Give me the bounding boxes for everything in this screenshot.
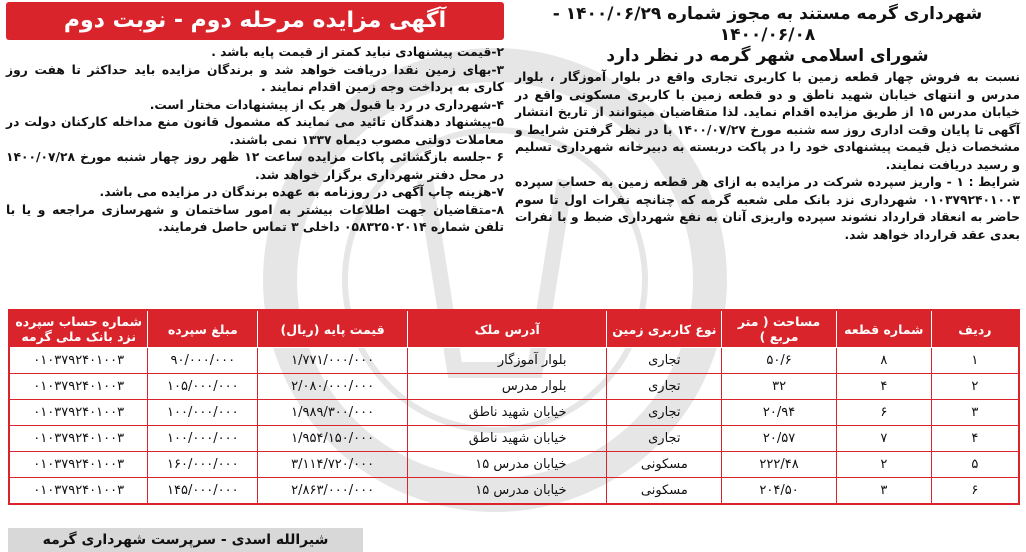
cell-address: بلوار آموزگار [407, 348, 607, 374]
cell-base-price: ۱/۹۸۹/۳۰۰/۰۰۰ [258, 400, 408, 426]
notice-condition-1: شرایط : ۱ - واریز سپرده شرکت در مزایده به ازای هر قطعه زمین به حساب سپرده ۰۱۰۳۷۹۲۴۰۱۰۰۳ شهرداری نزد بانک ملی شعبه گرمه که چنانچه نفرات اول تا سوم حاضر به انعقاد قرارداد نشوند سپرده واریزی آنان به نفع شهرداری ضبط و با نفرات بعدی عقد قرارداد خواهد شد. [515, 175, 1020, 242]
cell-row: ۴ [931, 426, 1019, 452]
table-row [9, 400, 1019, 426]
cell-plot: ۳ [836, 478, 931, 505]
conditions-column [6, 2, 504, 237]
cell-deposit: ۹۰/۰۰۰/۰۰۰ [148, 348, 258, 374]
signature: شیرالله اسدی - سرپرست شهرداری گرمه [8, 528, 363, 552]
condition-item: ۴-شهرداری در رد یا قبول هر یک از پیشنهادات مختار است. [149, 97, 504, 112]
header-area: مساحت ( متر مربع ) [722, 310, 837, 348]
cell-address: خیابان شهید ناطق [407, 400, 607, 426]
cell-usage: مسکونی [607, 478, 722, 505]
conditions-list [6, 44, 504, 237]
condition-item: ۳-بهای زمین نقدا دریافت خواهد شد و برندگان مزایده باید حداکثر تا هفت روز کاری به پرداخت وجه زمین اقدام نمایند . [6, 62, 504, 94]
cell-usage: تجاری [607, 426, 722, 452]
header-usage: نوع کاربری زمین [607, 310, 722, 348]
cell-account: ۰۱۰۳۷۹۲۴۰۱۰۰۳ [9, 452, 148, 478]
table-row [9, 374, 1019, 400]
table-row [9, 348, 1019, 374]
cell-address: خیابان مدرس ۱۵ [407, 452, 607, 478]
cell-row: ۲ [931, 374, 1019, 400]
cell-deposit: ۱۰۵/۰۰۰/۰۰۰ [148, 374, 258, 400]
cell-area: ۲۰/۵۷ [722, 426, 837, 452]
cell-base-price: ۱/۹۵۴/۱۵۰/۰۰۰ [258, 426, 408, 452]
condition-item: ۸-متقاضیان جهت اطلاعات بیشتر به امور ساختمان و شهرسازی مراجعه و یا با تلفن شماره ۰۵۸۳۲۵۰۲۰۱۴ داخلی ۳ تماس حاصل فرمایند. [6, 202, 504, 234]
cell-area: ۲۰۴/۵۰ [722, 478, 837, 505]
notice-subtitle: شورای اسلامی شهر گرمه در نظر دارد [606, 46, 929, 66]
cell-base-price: ۳/۱۱۴/۷۲۰/۰۰۰ [258, 452, 408, 478]
condition-item: ۶ -جلسه بازگشائی پاکات مزایده ساعت ۱۲ ظهر روز چهار شنبه مورخ ۱۴۰۰/۰۷/۲۸ در محل دفتر شهرداری برگزار خواهد شد. [6, 150, 504, 182]
cell-plot: ۴ [836, 374, 931, 400]
cell-deposit: ۱۴۵/۰۰۰/۰۰۰ [148, 478, 258, 505]
cell-area: ۲۲۲/۴۸ [722, 452, 837, 478]
table-row [9, 426, 1019, 452]
cell-plot: ۸ [836, 348, 931, 374]
cell-address: خیابان شهید ناطق [407, 426, 607, 452]
cell-row: ۵ [931, 452, 1019, 478]
cell-usage: مسکونی [607, 452, 722, 478]
cell-base-price: ۲/۸۶۳/۰۰۰/۰۰۰ [258, 478, 408, 505]
condition-item: ۷-هزینه چاپ آگهی در روزنامه به عهده برندگان در مزایده می باشد. [99, 185, 504, 199]
header-row-number: ردیف [931, 310, 1019, 348]
cell-area: ۳۲ [722, 374, 837, 400]
cell-deposit: ۱۶۰/۰۰۰/۰۰۰ [148, 452, 258, 478]
cell-usage: تجاری [607, 374, 722, 400]
notice-text [515, 4, 1020, 244]
cell-account: ۰۱۰۳۷۹۲۴۰۱۰۰۳ [9, 374, 148, 400]
notice-title: شهرداری گرمه مستند به مجوز شماره ۱۴۰۰/۰۶/۲۹ - ۱۴۰۰/۰۶/۰۸ [552, 4, 983, 45]
cell-deposit: ۱۰۰/۰۰۰/۰۰۰ [148, 400, 258, 426]
cell-account: ۰۱۰۳۷۹۲۴۰۱۰۰۳ [9, 400, 148, 426]
auction-banner: آگهی مزایده مرحله دوم - نوبت دوم [6, 2, 504, 40]
cell-plot: ۷ [836, 426, 931, 452]
cell-row: ۳ [931, 400, 1019, 426]
notice-body: نسبت به فروش چهار قطعه زمین با کاربری تجاری واقع در بلوار آموزگار ، بلوار مدرس و انتهای خیابان شهید ناطق و دو قطعه زمین با کاربری مسکونی واقع در خیابان مدرس ۱۵ از طریق مزایده اقدام نماید. لذا متقاضیان میتوانند از تاریخ انتشار آگهی تا پایان وقت اداری روز سه شنبه مورخ ۱۴۰۰/۰۷/۲۷ با در نظر گرفتن شرایط و مشخصات ذیل قیمت پیشنهادی خود را در پاکت دربسته به دبیرخانه شهرداری تسلیم و رسید دریافت نمایند. [515, 70, 1021, 172]
condition-item: ۵-پیشنهاد دهندگان تائید می نمایند که مشمول قانون منع مداخله کارکنان دولت در معاملات دولتی مصوب دیماه ۱۳۳۷ نمی باشند. [6, 115, 504, 147]
cell-address: خیابان مدرس ۱۵ [407, 478, 607, 505]
header-address: آدرس ملک [407, 310, 607, 348]
cell-row: ۱ [931, 348, 1019, 374]
header-deposit: مبلغ سپرده [148, 310, 258, 348]
table-row [9, 452, 1019, 478]
cell-account: ۰۱۰۳۷۹۲۴۰۱۰۰۳ [9, 478, 148, 505]
cell-address: بلوار مدرس [407, 374, 607, 400]
cell-account: ۰۱۰۳۷۹۲۴۰۱۰۰۳ [9, 348, 148, 374]
header-plot-number: شماره قطعه [836, 310, 931, 348]
cell-row: ۶ [931, 478, 1019, 505]
cell-area: ۵۰/۶ [722, 348, 837, 374]
cell-usage: تجاری [607, 348, 722, 374]
cell-base-price: ۱/۷۷۱/۰۰۰/۰۰۰ [258, 348, 408, 374]
condition-item: ۲-قیمت پیشنهادی نباید کمتر از قیمت پایه باشد . [211, 45, 504, 59]
cell-deposit: ۱۰۰/۰۰۰/۰۰۰ [148, 426, 258, 452]
table-header-row [9, 310, 1019, 348]
cell-plot: ۶ [836, 400, 931, 426]
cell-account: ۰۱۰۳۷۹۲۴۰۱۰۰۳ [9, 426, 148, 452]
plots-table [8, 309, 1020, 505]
cell-base-price: ۲/۰۸۰/۰۰۰/۰۰۰ [258, 374, 408, 400]
cell-plot: ۲ [836, 452, 931, 478]
header-base-price: قیمت پایه (ریال) [258, 310, 408, 348]
table-row [9, 478, 1019, 505]
header-account: شماره حساب سپرده نزد بانک ملی گرمه [9, 310, 148, 348]
cell-usage: تجاری [607, 400, 722, 426]
cell-area: ۲۰/۹۴ [722, 400, 837, 426]
